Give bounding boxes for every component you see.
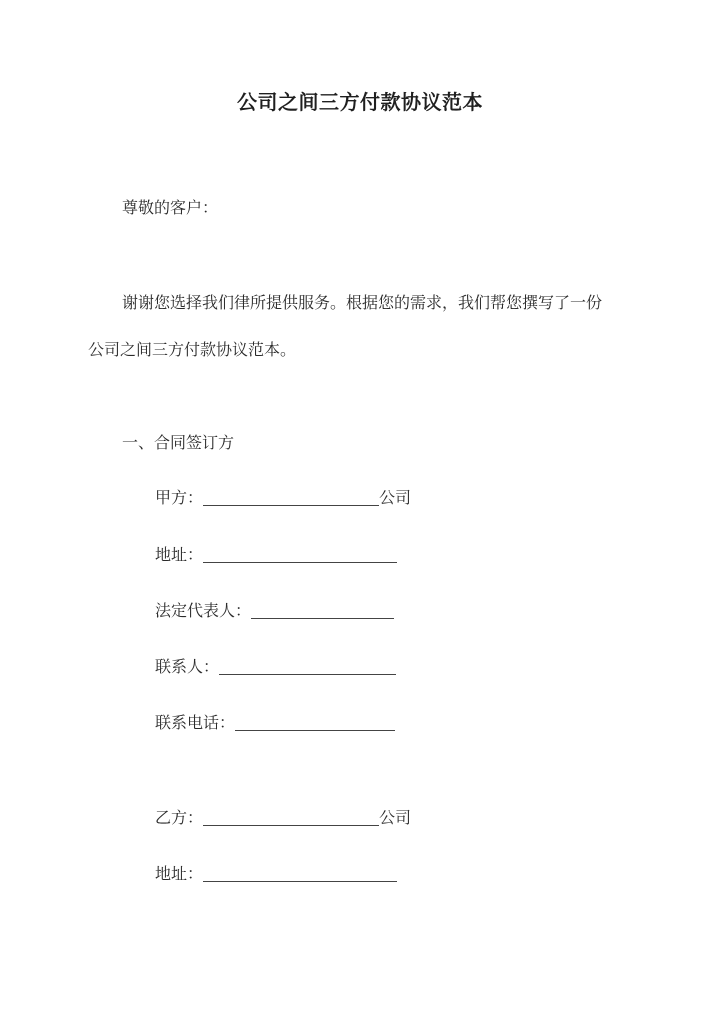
- party-b-name-field: [155, 808, 411, 828]
- intro-paragraph-line-2: 公司之间三方付款协议范本。: [88, 340, 297, 359]
- party-a-address-field: [155, 545, 397, 565]
- party-a-name-field: [155, 488, 411, 508]
- intro-paragraph-line-1: 谢谢您选择我们律所提供服务。根据您的需求，我们帮您撰写了一份: [122, 293, 603, 312]
- party-a-name-label: 甲方：: [155, 488, 204, 507]
- party-b-name-blank: [203, 809, 379, 826]
- party-a-contact-field: [155, 657, 396, 677]
- party-a-legal-rep-blank: [251, 602, 394, 619]
- party-a-address-label: 地址：: [155, 545, 204, 564]
- party-a-phone-field: [155, 713, 395, 733]
- party-b-address-label: 地址：: [155, 864, 204, 883]
- party-a-name-suffix: 公司: [379, 488, 412, 507]
- section-heading-parties: 一、合同签订方: [122, 433, 235, 452]
- party-b-address-field: [155, 864, 397, 884]
- party-b-address-blank: [203, 865, 397, 882]
- party-a-phone-label: 联系电话：: [155, 713, 236, 732]
- party-a-phone-blank: [235, 714, 395, 731]
- party-a-name-blank: [203, 489, 379, 506]
- party-a-legal-rep-field: [155, 601, 394, 621]
- document-title: 公司之间三方付款协议范本: [237, 90, 483, 114]
- salutation: 尊敬的客户：: [122, 198, 219, 217]
- party-a-contact-label: 联系人：: [155, 657, 220, 676]
- party-b-name-label: 乙方：: [155, 808, 204, 827]
- party-a-contact-blank: [219, 658, 396, 675]
- party-a-address-blank: [203, 546, 397, 563]
- party-b-name-suffix: 公司: [379, 808, 412, 827]
- party-a-legal-rep-label: 法定代表人：: [155, 601, 252, 620]
